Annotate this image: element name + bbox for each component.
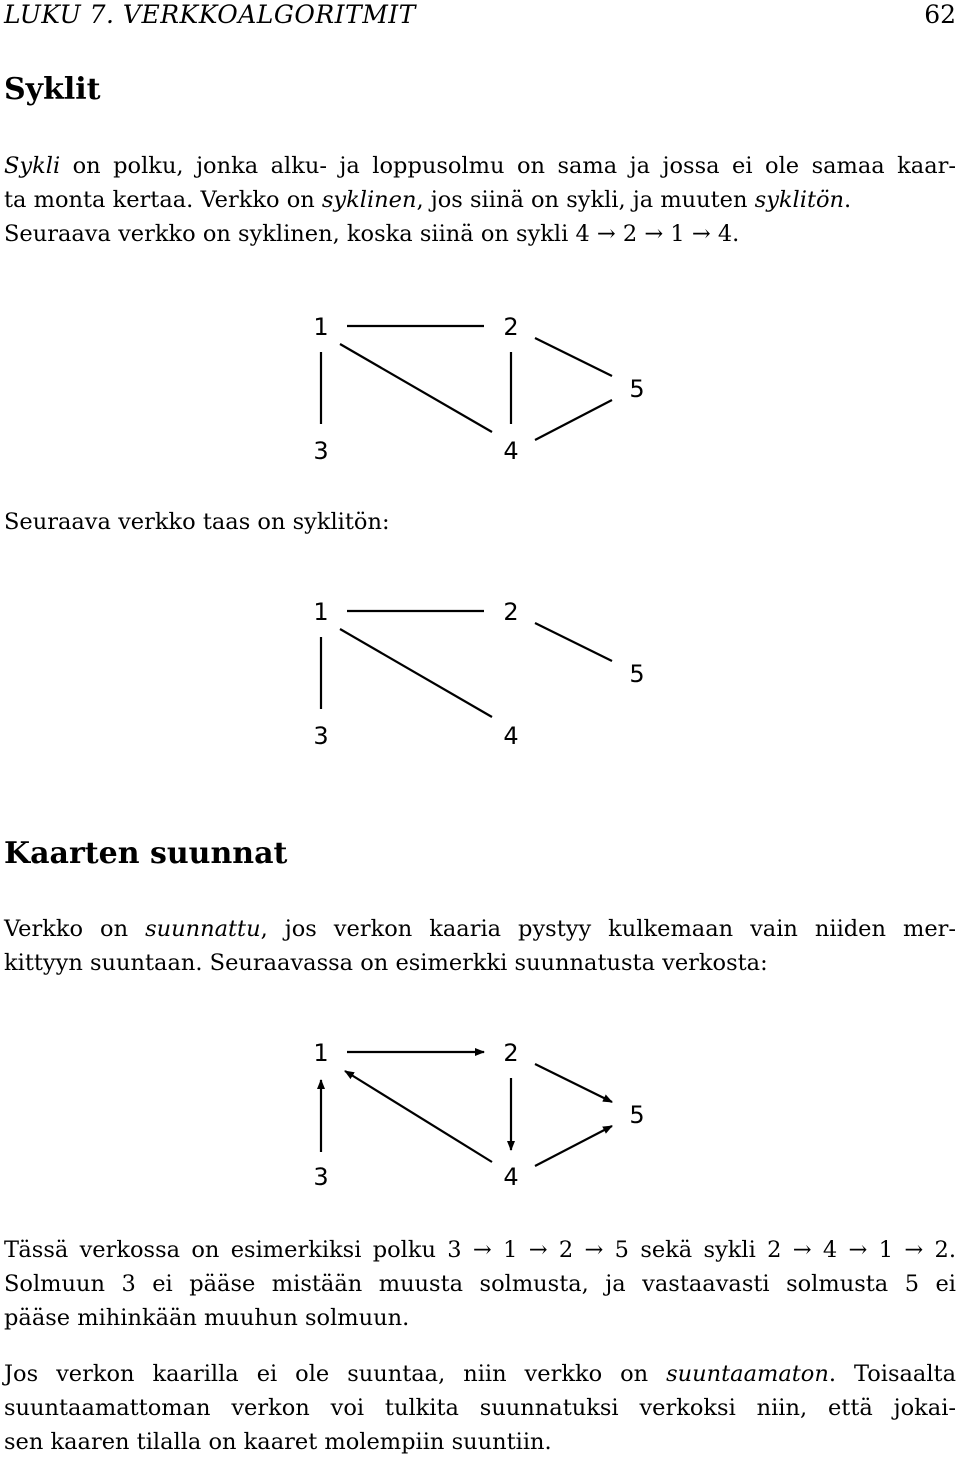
node-1: 1: [313, 598, 329, 626]
paragraph-cycle-definition: [4, 149, 956, 251]
edge-4-to-5: [535, 1126, 612, 1166]
term-syklinen: syklinen: [321, 187, 417, 213]
section-heading-kaarten-suunnat: Kaarten suunnat: [4, 836, 288, 871]
paragraph-directed-example: [4, 1233, 956, 1335]
edge-4-5: [535, 400, 612, 440]
acyclic-graph-figure: [0, 575, 960, 765]
term-suuntaamaton: suuntaamaton: [666, 1361, 829, 1387]
text-line: sen kaaren tilalla on kaaret molempiin suuntiin.: [4, 1429, 552, 1455]
node-5: 5: [629, 1101, 645, 1129]
node-3: 3: [313, 437, 329, 465]
node-1: 1: [313, 313, 329, 341]
edge-4-to-1: [345, 1071, 492, 1162]
node-2: 2: [503, 1039, 519, 1067]
page-number: 62: [924, 0, 956, 29]
text-line: Jos verkon kaarilla ei ole suuntaa, niin verkko on suuntaamaton. Toisaalta: [4, 1361, 956, 1387]
text-line: Solmuun 3 ei pääse mistään muusta solmusta, ja vastaavasti solmusta 5 ei: [4, 1271, 956, 1297]
edge-2-to-5: [535, 1064, 612, 1102]
text-line: Seuraava verkko on syklinen, koska siinä on sykli 4 → 2 → 1 → 4.: [4, 221, 740, 247]
edge-2-5: [535, 338, 612, 376]
paragraph-directed-definition: [4, 912, 956, 980]
text-line: suuntaamattoman verkon voi tulkita suunnatuksi verkoksi niin, että jokai-: [4, 1395, 956, 1421]
term-sykli: Sykli: [4, 153, 61, 179]
text-line: ta monta kertaa. Verkko on syklinen, jos siinä on sykli, ja muuten syklitön.: [4, 187, 852, 213]
node-5: 5: [629, 375, 645, 403]
section-heading-syklit: Syklit: [4, 72, 101, 107]
text-line: Tässä verkossa on esimerkiksi polku 3 → 1 → 2 → 5 sekä sykli 2 → 4 → 1 → 2.: [4, 1237, 956, 1263]
edge-1-4: [340, 629, 492, 717]
node-4: 4: [503, 1163, 519, 1191]
term-syklitön: syklitön: [754, 187, 845, 213]
text-line: Sykli on polku, jonka alku- ja loppusolmu on sama ja jossa ei ole samaa kaar-: [4, 153, 956, 179]
node-2: 2: [503, 313, 519, 341]
node-1: 1: [313, 1039, 329, 1067]
paragraph-undirected: [4, 1357, 956, 1459]
node-4: 4: [503, 437, 519, 465]
node-4: 4: [503, 722, 519, 750]
node-3: 3: [313, 1163, 329, 1191]
cyclic-graph-figure: [0, 290, 960, 480]
node-3: 3: [313, 722, 329, 750]
running-header: [4, 0, 956, 32]
directed-graph-figure: [0, 1015, 960, 1210]
text-line: Verkko on suunnattu, jos verkon kaaria pystyy kulkemaan vain niiden mer-: [4, 916, 956, 942]
text-line: pääse mihinkään muuhun solmuun.: [4, 1305, 410, 1331]
node-5: 5: [629, 660, 645, 688]
chapter-title: LUKU 7. VERKKOALGORITMIT: [4, 0, 416, 29]
paragraph-acyclic-intro: [4, 505, 956, 539]
text-line: Seuraava verkko taas on syklitön:: [4, 509, 390, 535]
term-suunnattu: suunnattu: [145, 916, 261, 942]
text-line: kittyyn suuntaan. Seuraavassa on esimerkki suunnatusta verkosta:: [4, 950, 768, 976]
node-2: 2: [503, 598, 519, 626]
edge-2-5: [535, 623, 612, 661]
edge-1-4: [340, 344, 492, 432]
